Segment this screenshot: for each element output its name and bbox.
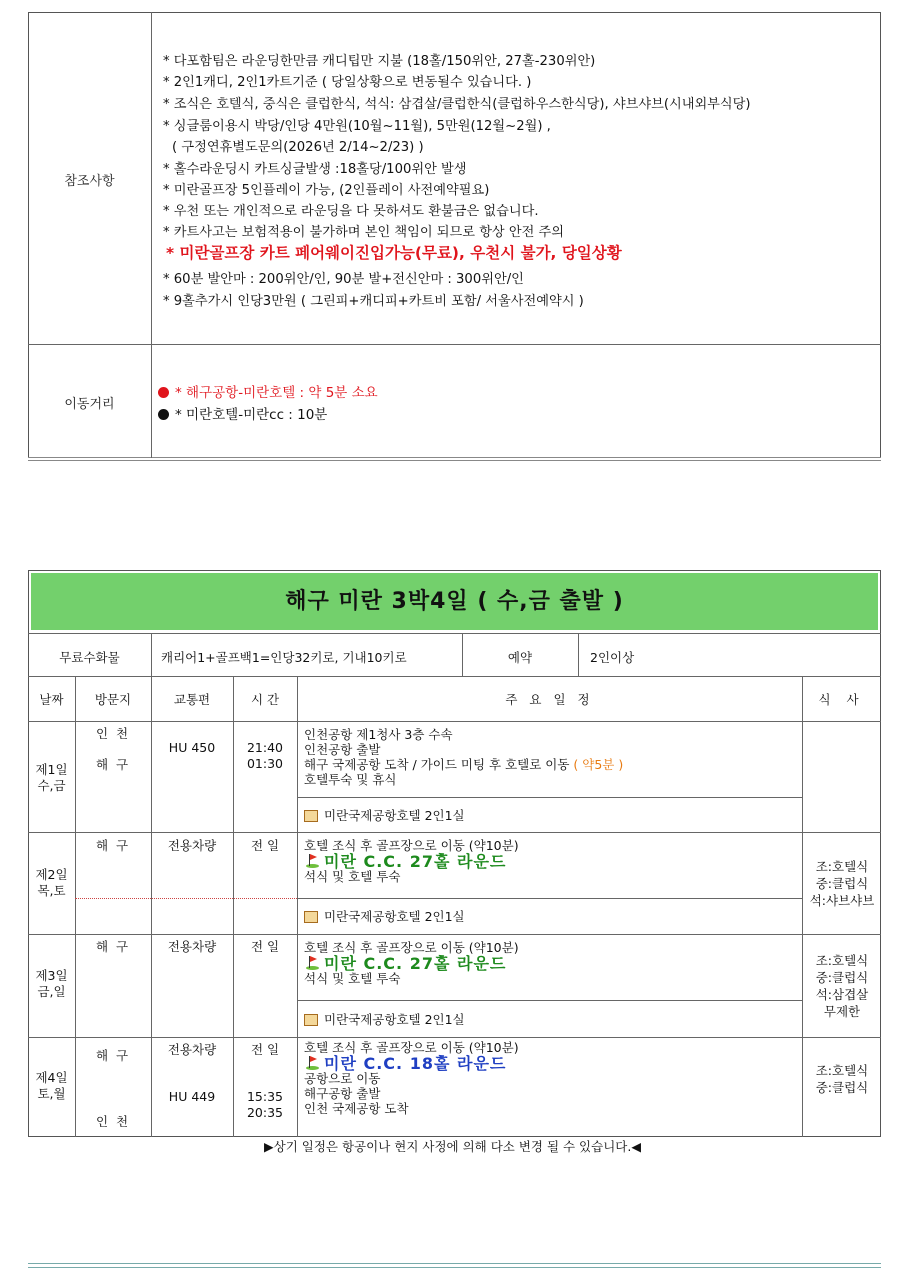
duration-note: ( 약5분 ) (573, 757, 624, 772)
schedule-line: 호텔 조식 후 골프장으로 이동 (약10분) (304, 940, 519, 955)
schedule-line: 호텔 조식 후 골프장으로 이동 (약10분) (304, 838, 519, 853)
time-value: 21:40 (246, 740, 284, 755)
day2-meals (802, 858, 882, 909)
header-time: 시 간 (250, 692, 280, 707)
baggage-label: 무료수화물 (59, 650, 120, 665)
day4-date (28, 1070, 75, 1102)
note-item-highlight: * 미란골프장 카트 페어웨이진입가능(무료), 우천시 불가, 당일상황 (166, 244, 622, 262)
schedule-line: 해구공항 출발 (304, 1086, 381, 1101)
note-item: * 미란골프장 5인플레이 가능, (2인플레이 사전예약필요) (163, 183, 490, 198)
day4-transport: 전용차량 (167, 1042, 217, 1057)
col-line (297, 676, 298, 1137)
day4-flight: HU 449 (168, 1089, 216, 1104)
day-label: 제2일 (35, 867, 68, 882)
dotted-line (75, 898, 297, 899)
note-item: * 우천 또는 개인적으로 라운딩을 다 못하셔도 환불금은 없습니다. (163, 204, 539, 219)
time-value: 20:35 (246, 1105, 284, 1120)
col-line (578, 633, 579, 676)
row-line (297, 797, 802, 798)
day2-hotel (304, 909, 465, 924)
schedule-line: 호텔 조식 후 골프장으로 이동 (약10분) (304, 1040, 519, 1055)
schedule-line: 석식 및 호텔 투숙 (304, 869, 401, 884)
day3-place: 해 구 (95, 939, 131, 954)
day1-flight: HU 450 (168, 740, 216, 755)
note-item: * 홀수라운딩시 카트싱글발생 :18홀당/100위안 발생 (163, 162, 467, 177)
meal-item: 중:클럽식 (815, 1080, 869, 1095)
hotel-name: 미란국제공항호텔 2인1실 (324, 1012, 465, 1027)
day3-schedule (304, 940, 519, 986)
hotel-icon (304, 1014, 318, 1026)
note-item: * 2인1캐디, 2인1카트기준 ( 당일상황으로 변동될수 있습니다. ) (163, 75, 532, 90)
day3-transport: 전용차량 (167, 939, 217, 954)
schedule-line: 호텔투숙 및 휴식 (304, 772, 397, 787)
day2-place: 해 구 (95, 838, 131, 853)
golf-round-text: 미란 C.C. 27홀 라운드 (324, 852, 507, 871)
header-schedule: 주 요 일 정 (505, 692, 594, 707)
weekday-label: 목,토 (37, 883, 66, 898)
schedule-line: 공항으로 이동 (304, 1071, 381, 1086)
meal-item: 조:호텔식 (815, 859, 869, 874)
transfer-label: 이동거리 (64, 397, 115, 412)
hotel-name: 미란국제공항호텔 2인1실 (324, 909, 465, 924)
day4-place-from: 해 구 (95, 1048, 131, 1063)
weekday-label: 수,금 (37, 778, 66, 793)
hotel-icon (304, 810, 318, 822)
meal-item: 중:클럽식 (815, 876, 869, 891)
meal-item: 무제한 (823, 1004, 861, 1019)
day-label: 제1일 (35, 762, 68, 777)
row-line (28, 676, 881, 677)
golf-round (304, 1055, 519, 1071)
meal-item: 석:샤브샤브 (809, 893, 875, 908)
header-transport: 교통편 (173, 692, 211, 707)
note-item: * 60분 발안마 : 200위안/인, 90분 발+전신안마 : 300위안/인 (163, 272, 524, 287)
note-item: * 싱글룸이용시 박당/인당 4만원(10월~11월), 5만원(12월~2월) , (163, 119, 551, 134)
day1-place-to: 해 구 (95, 757, 131, 772)
header-meal: 식 사 (818, 692, 865, 707)
meal-item: 석:삼겹살 (815, 987, 869, 1002)
schedule-line: 인천 국제공항 도착 (304, 1101, 409, 1116)
weekday-label: 토,월 (37, 1086, 66, 1101)
golf-round-text: 미란 C.C. 27홀 라운드 (324, 954, 507, 973)
row-line (297, 898, 802, 899)
day1-date (28, 762, 75, 794)
day2-transport: 전용차량 (167, 838, 217, 853)
note-item: ( 구정연휴별도문의(2026년 2/14~2/23) ) (172, 140, 424, 155)
transfer-item: * 미란호텔-미란cc : 10분 (158, 403, 327, 423)
day-label: 제4일 (35, 1070, 68, 1085)
day3-hotel (304, 1012, 465, 1027)
black-dot-icon (158, 409, 169, 420)
header-place: 방문지 (94, 692, 132, 707)
golf-round (304, 955, 519, 971)
col-line (75, 676, 76, 1137)
golf-flag-icon (304, 955, 320, 971)
day2-schedule (304, 838, 519, 884)
weekday-label: 금,일 (37, 984, 66, 999)
row-line (28, 633, 881, 634)
row-line (28, 934, 881, 935)
itinerary-title: 해구 미란 3박4일 ( 수,금 출발 ) (31, 573, 878, 630)
schedule-line: 인천공항 제1청사 3층 수속 (304, 727, 453, 742)
day4-schedule (304, 1040, 519, 1116)
golf-flag-icon (304, 853, 320, 869)
note-item: * 조식은 호텔식, 중식은 클럽한식, 석식: 삼겹살/클럽한식(클럽하우스한식당), 샤브샤브(시내외부식당) (163, 97, 751, 112)
day4-meals (802, 1062, 882, 1096)
meal-item: 조:호텔식 (815, 953, 869, 968)
schedule-line (304, 757, 623, 772)
row-line (28, 832, 881, 833)
notes-label: 참조사항 (64, 174, 115, 189)
day1-schedule (304, 727, 623, 787)
day-label: 제3일 (35, 968, 68, 983)
hotel-name: 미란국제공항호텔 2인1실 (324, 808, 465, 823)
day3-date (28, 968, 75, 1000)
day4-place-to: 인 천 (95, 1114, 131, 1129)
red-dot-icon (158, 387, 169, 398)
day1-place-from: 인 천 (95, 726, 131, 741)
schedule-text: 해구 국제공항 도착 / 가이드 미팅 후 호텔로 이동 (304, 757, 570, 772)
day1-times (233, 740, 297, 772)
day4-time: 전 일 (250, 1042, 280, 1057)
col-line (151, 633, 152, 676)
reservation-value: 2인이상 (590, 650, 635, 665)
row-line (28, 1037, 881, 1038)
note-item: * 9홀추가시 인당3만원 ( 그린피+캐디피+카트비 포함/ 서울사전예약시 ) (163, 294, 584, 309)
day2-date (28, 867, 75, 899)
notes-divider (151, 12, 152, 458)
notes-row-divider (28, 344, 881, 345)
baggage-value: 캐리어1+골프백1=인당32키로, 기내10키로 (161, 650, 407, 665)
time-value: 15:35 (246, 1089, 284, 1104)
hotel-icon (304, 911, 318, 923)
golf-flag-icon (304, 1055, 320, 1071)
meal-item: 중:클럽식 (815, 970, 869, 985)
bottom-rule (28, 1263, 881, 1268)
meal-item: 조:호텔식 (815, 1063, 869, 1078)
day2-time: 전 일 (250, 838, 280, 853)
note-item: * 카트사고는 보험적용이 불가하며 본인 책임이 되므로 항상 안전 주의 (163, 225, 565, 240)
row-line (28, 721, 881, 722)
header-date: 날짜 (39, 692, 64, 707)
golf-round (304, 853, 519, 869)
schedule-line: 석식 및 호텔 투숙 (304, 971, 401, 986)
day1-hotel (304, 808, 465, 823)
golf-round-text: 미란 C.C. 18홀 라운드 (324, 1054, 507, 1073)
footnote: ▶상기 일정은 항공이나 현지 사정에 의해 다소 변경 될 수 있습니다.◀ (264, 1139, 641, 1154)
time-value: 01:30 (246, 756, 284, 771)
day4-flight-times (233, 1089, 297, 1121)
reservation-label: 예약 (507, 650, 533, 665)
schedule-line: 인천공항 출발 (304, 742, 381, 757)
transfer-item: * 해구공항-미란호텔 : 약 5분 소요 (158, 381, 378, 401)
row-line (297, 1000, 802, 1001)
day3-meals (802, 952, 882, 1020)
day3-time: 전 일 (250, 939, 280, 954)
note-item: * 다포함팀은 라운딩한만큼 캐디팁만 지불 (18홀/150위안, 27홀-230위안) (163, 54, 596, 69)
